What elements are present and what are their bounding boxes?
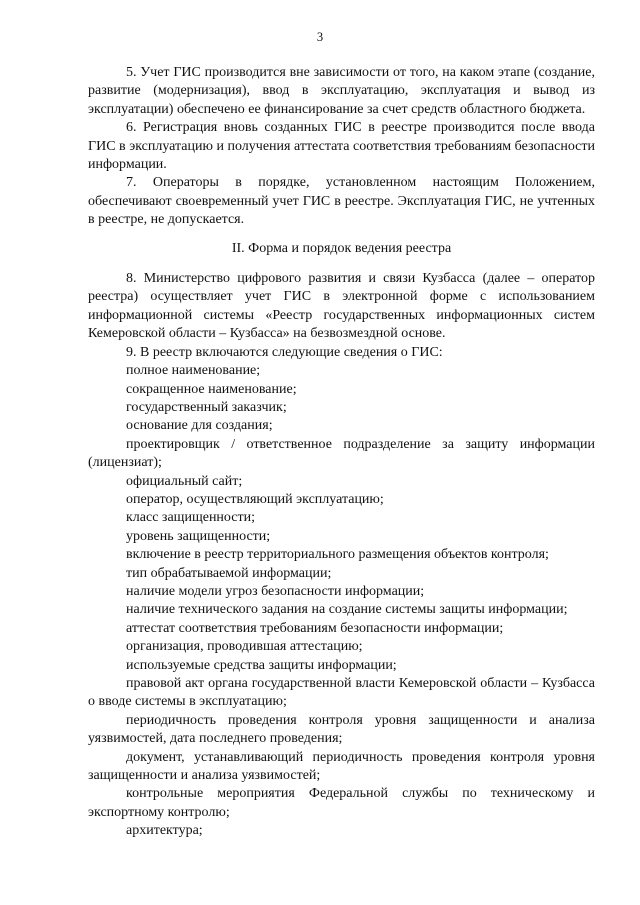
list-item: сокращенное наименование; [126, 381, 297, 397]
paragraph-7: 7. Операторы в порядке, установленном настоящим Положением, обеспечивают своевременный учет ГИС в реестре. Эксплуатация ГИС, не учтенных в реестре, не допускается. [88, 175, 595, 228]
document-body [88, 64, 595, 841]
list-item: уровень защищенности; [126, 528, 271, 544]
list-item: периодичность проведения контроля уровня защищенности и анализа уязвимостей, дата последнего проведения; [88, 712, 595, 747]
paragraph-8: 8. Министерство цифрового развития и связи Кузбасса (далее – оператор реестра) осуществляет учет ГИС в электронной форме с использованием информационной системы «Реестр государственных информационных систем Кемеровской области – Кузбасса» на безвозмездной основе. [88, 271, 595, 342]
list-item: контрольные мероприятия Федеральной службы по техническому и экспортному контролю; [88, 786, 595, 820]
list-item: полное наименование; [126, 363, 261, 379]
list-item: официальный сайт; [126, 473, 243, 489]
list-item: наличие технического задания на создание системы защиты информации; [126, 602, 568, 618]
list-item: оператор, осуществляющий эксплуатацию; [126, 491, 384, 507]
list-item: включение в реестр территориального размещения объектов контроля; [126, 547, 549, 563]
list-item: используемые средства защиты информации; [126, 657, 397, 673]
list-item: тип обрабатываемой информации; [126, 565, 332, 581]
list-item: документ, устанавливающий периодичность проведения контроля уровня защищенности и анализа уязвимостей; [88, 749, 595, 784]
list-item: наличие модели угроз безопасности информации; [126, 583, 425, 599]
section-heading: II. Форма и порядок ведения реестра [231, 240, 452, 256]
paragraph-6: 6. Регистрация вновь созданных ГИС в реестре производится после ввода ГИС в эксплуатацию и получения аттестата соответствия требованиям безопасности информации. [88, 120, 595, 173]
list-item: правовой акт органа государственной власти Кемеровской области – Кузбасса о вводе системы в эксплуатацию; [88, 676, 595, 710]
list-item: класс защищенности; [126, 510, 255, 526]
paragraph-5: 5. Учет ГИС производится вне зависимости от того, на каком этапе (создание, развитие (модернизация), ввод в эксплуатацию, эксплуатация и вывод из эксплуатации) обеспечено ее финансирование за счет средств областного бюджета. [88, 65, 595, 117]
list-item: основание для создания; [126, 418, 273, 434]
page-number: 3 [316, 30, 324, 44]
list-item: проектировщик / ответственное подразделение за защиту информации (лицензиат); [88, 436, 595, 471]
list-item: аттестат соответствия требованиям безопасности информации; [126, 620, 504, 636]
list-item: организация, проводившая аттестацию; [126, 639, 363, 655]
list-item: государственный заказчик; [126, 399, 287, 415]
list-item: архитектура; [126, 823, 203, 839]
paragraph-9: 9. В реестр включаются следующие сведения о ГИС: [126, 344, 443, 360]
